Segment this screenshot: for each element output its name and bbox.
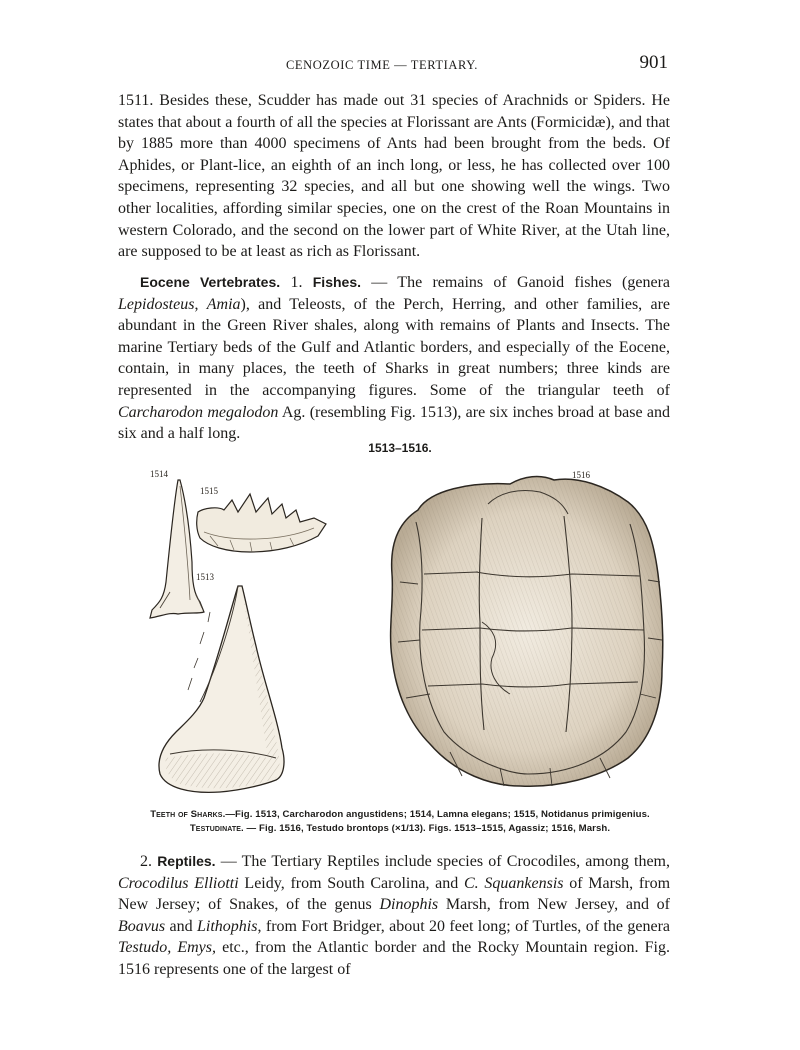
text-run: of Marsh, from New Jersey; of Snakes, of the genus xyxy=(118,874,671,914)
text-run: — The Tertiary Reptiles include species of Crocodiles, among them, xyxy=(215,853,671,870)
text-run: Ag. (resembling Fig. 1513), are six inches broad at base and six and a half long. xyxy=(118,403,670,443)
section-number: 1511. xyxy=(118,92,154,109)
caption-heading: Teeth of Sharks. xyxy=(150,809,226,820)
text-run: and xyxy=(165,917,198,935)
label-1515: 1515 xyxy=(200,486,218,496)
genus-name: Amia xyxy=(206,295,241,313)
caption-text: — Fig. 1516, Testudo brontops (× xyxy=(243,823,401,834)
tooth-1514-illustration xyxy=(150,480,204,618)
running-head xyxy=(118,52,668,76)
caption-line-1 xyxy=(110,809,690,820)
figure-title: 1513–1516. xyxy=(368,441,432,455)
eocene-heading: Eocene Vertebrates. xyxy=(140,274,281,290)
running-title: CENOZOIC TIME — TERTIARY. xyxy=(286,58,479,72)
text-run: Marsh, from New Jersey, and of xyxy=(438,896,670,914)
species-name: C. Squankensis xyxy=(464,874,564,892)
turtle-shell-1516-illustration xyxy=(391,477,663,787)
tooth-1515-illustration xyxy=(197,494,326,552)
genus-name: Lepidosteus xyxy=(118,295,195,313)
tooth-1513-illustration xyxy=(159,586,284,792)
paragraph-reptiles xyxy=(118,851,670,981)
text-run: , xyxy=(194,295,207,313)
paragraph-eocene xyxy=(118,272,670,445)
caption-text: ). Figs. 1513–1515, Agassiz; 1516, Marsh. xyxy=(419,823,611,834)
text-run: Leidy, from South Carolina, and xyxy=(238,874,464,892)
text-run: , from Fort Bridger, about 20 feet long; of Turtles, of the genera xyxy=(257,917,670,935)
reptiles-heading: Reptiles. xyxy=(157,853,216,869)
caption-heading: Testudinate. xyxy=(189,823,244,834)
paragraph-text: Besides these, Scudder has made out 31 species of Arachnids or Spiders. He states that about a fourth of all the species at Florissant are Ants (Formicidæ), and that by 1885 more than 4000 specimens of Ants had been brought from the beds. Of Aphides, or Plant-lice, an eighth of an inch long, or less, he has collected over 100 specimens, representing 32 species, and all but one showing well the wings. Two other localities, affording similar species, one on the crest of the Roan Mountains in western Colorado, and the second on the lower part of White River, at the Utah line, are supposed to be at least as rich as Florissant. xyxy=(118,92,670,261)
fishes-heading: Fishes. xyxy=(312,274,361,290)
genus-name: Lithophis xyxy=(197,917,258,935)
caption-fraction: 1/13 xyxy=(400,823,420,834)
subsection-number: 1. xyxy=(280,274,313,291)
species-name: Carcharodon megalodon xyxy=(118,403,279,421)
caption-line-2 xyxy=(110,823,690,834)
label-1516: 1516 xyxy=(572,470,590,480)
genus-name: Boavus xyxy=(118,917,166,935)
subsection-number: 2. xyxy=(140,853,158,870)
genus-name: Testudo, Emys, xyxy=(118,939,216,957)
label-1513: 1513 xyxy=(196,572,214,582)
caption-text: —Fig. 1513, Carcharodon angustidens; 1514, Lamna elegans; 1515, Notidanus primigenius. xyxy=(225,809,650,820)
page-number: 901 xyxy=(639,52,668,73)
text-run: etc., from the Atlantic border and the Rocky Mountain region. Fig. 1516 represents one of the largest of xyxy=(118,939,671,978)
genus-name: Dinophis xyxy=(379,896,439,914)
text-run: ), and Teleosts, of the Perch, Herring, and other families, are abundant in the Green River shales, along with remains of Plants and Insects. The marine Tertiary beds of the Gulf and Atlantic borders, and especially of the Eocene, contain, in many places, the teeth of Sharks in great numbers; three kinds are represented in the accompanying figures. Some of the triangular teeth of xyxy=(118,295,671,399)
paragraph-1511 xyxy=(118,90,670,263)
text-run: — The remains of Ganoid fishes (genera xyxy=(361,274,671,291)
figure-illustrations xyxy=(100,462,700,802)
species-name: Crocodilus Elliotti xyxy=(118,874,239,892)
label-1514: 1514 xyxy=(150,469,168,479)
figure-svg xyxy=(100,462,700,802)
